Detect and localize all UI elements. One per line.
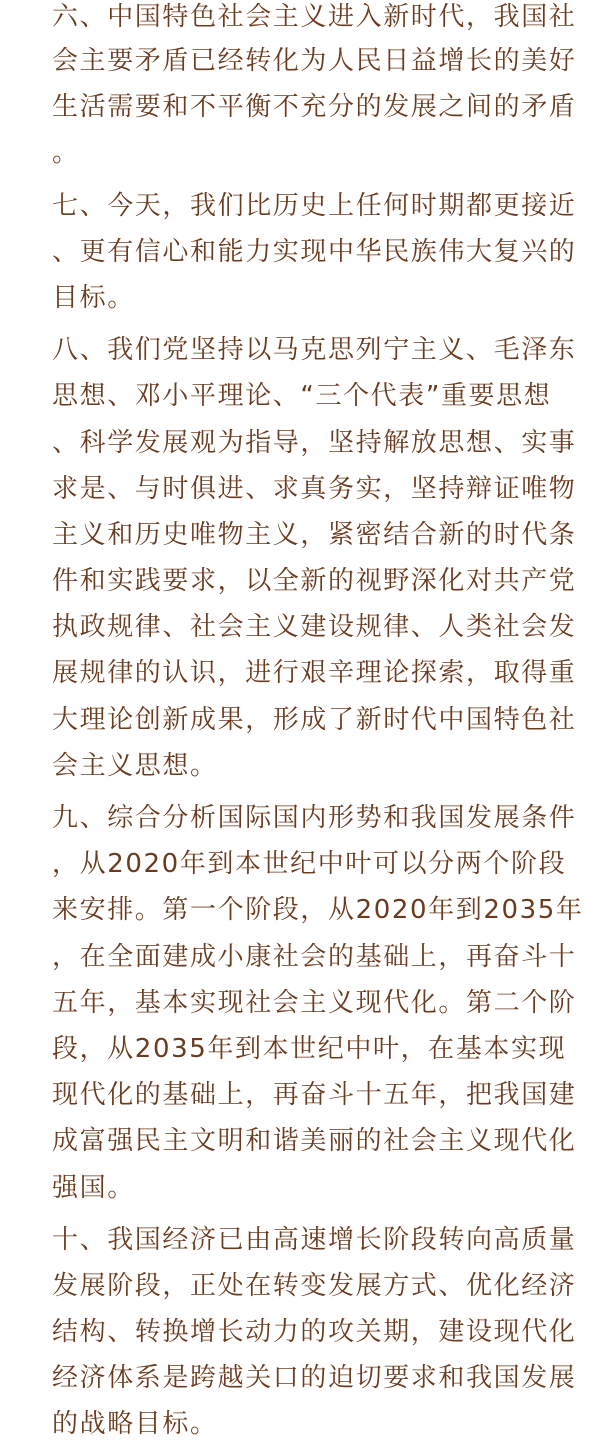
text-line: 发展阶段，正处在转变发展方式、优化经济	[52, 1270, 577, 1301]
text-line: 思想、邓小平理论、“三个代表”重要思想	[52, 381, 552, 412]
text-line: 。	[52, 138, 80, 169]
text-line: 主义和历史唯物主义，紧密结合新的时代条	[52, 519, 577, 550]
text-line: 来安排。第一个阶段，从2020年到2035年	[52, 895, 584, 926]
text-line: 五年，基本实现社会主义现代化。第二个阶	[52, 987, 577, 1018]
text-line: ，从2020年到本世纪中叶可以分两个阶段	[52, 849, 567, 880]
text-line: 八、我们党坚持以马克思列宁主义、毛泽东	[52, 335, 577, 366]
paragraph-eight	[52, 327, 600, 789]
text-line: 大理论创新成果，形成了新时代中国特色社	[52, 704, 577, 735]
text-line: 、更有信心和能力实现中华民族伟大复兴的	[52, 236, 577, 267]
text-line: 会主义思想。	[52, 750, 218, 781]
text-line: 件和实践要求，以全新的视野深化对共产党	[52, 566, 577, 597]
text-line: 强国。	[52, 1172, 135, 1203]
paragraph-nine	[52, 795, 600, 1211]
paragraph-ten	[52, 1217, 600, 1448]
text-line: 结构、转换增长动力的攻关期，建设现代化	[52, 1317, 577, 1348]
text-line: 成富强民主文明和谐美丽的社会主义现代化	[52, 1126, 577, 1157]
text-line: 六、中国特色社会主义进入新时代，我国社	[52, 2, 577, 32]
text-line: 的战略目标。	[52, 1409, 218, 1440]
text-line: 现代化的基础上，再奋斗十五年，把我国建	[52, 1080, 577, 1111]
text-line: 九、综合分析国际国内形势和我国发展条件	[52, 803, 577, 833]
text-line: 求是、与时俱进、求真务实，坚持辩证唯物	[52, 473, 577, 504]
text-line: 七、今天，我们比历史上任何时期都更接近	[52, 190, 577, 221]
text-line: 、科学发展观为指导，坚持解放思想、实事	[52, 427, 577, 458]
text-line: 执政规律、社会主义建设规律、人类社会发	[52, 612, 577, 643]
text-line: ，在全面建成小康社会的基础上，再奋斗十	[52, 941, 577, 972]
text-line: 会主要矛盾已经转化为人民日益增长的美好	[52, 46, 577, 76]
paragraph-six	[52, 0, 600, 177]
text-line: 十、我国经济已由高速增长阶段转向高质量	[52, 1224, 577, 1255]
text-line: 目标。	[52, 282, 135, 313]
text-line: 生活需要和不平衡不充分的发展之间的矛盾	[52, 92, 577, 123]
text-line: 段，从2035年到本世纪中叶，在基本实现	[52, 1033, 567, 1064]
paragraph-seven	[52, 183, 600, 322]
text-line: 展规律的认识，进行艰辛理论探索，取得重	[52, 658, 577, 689]
text-line: 经济体系是跨越关口的迫切要求和我国发展	[52, 1363, 577, 1394]
